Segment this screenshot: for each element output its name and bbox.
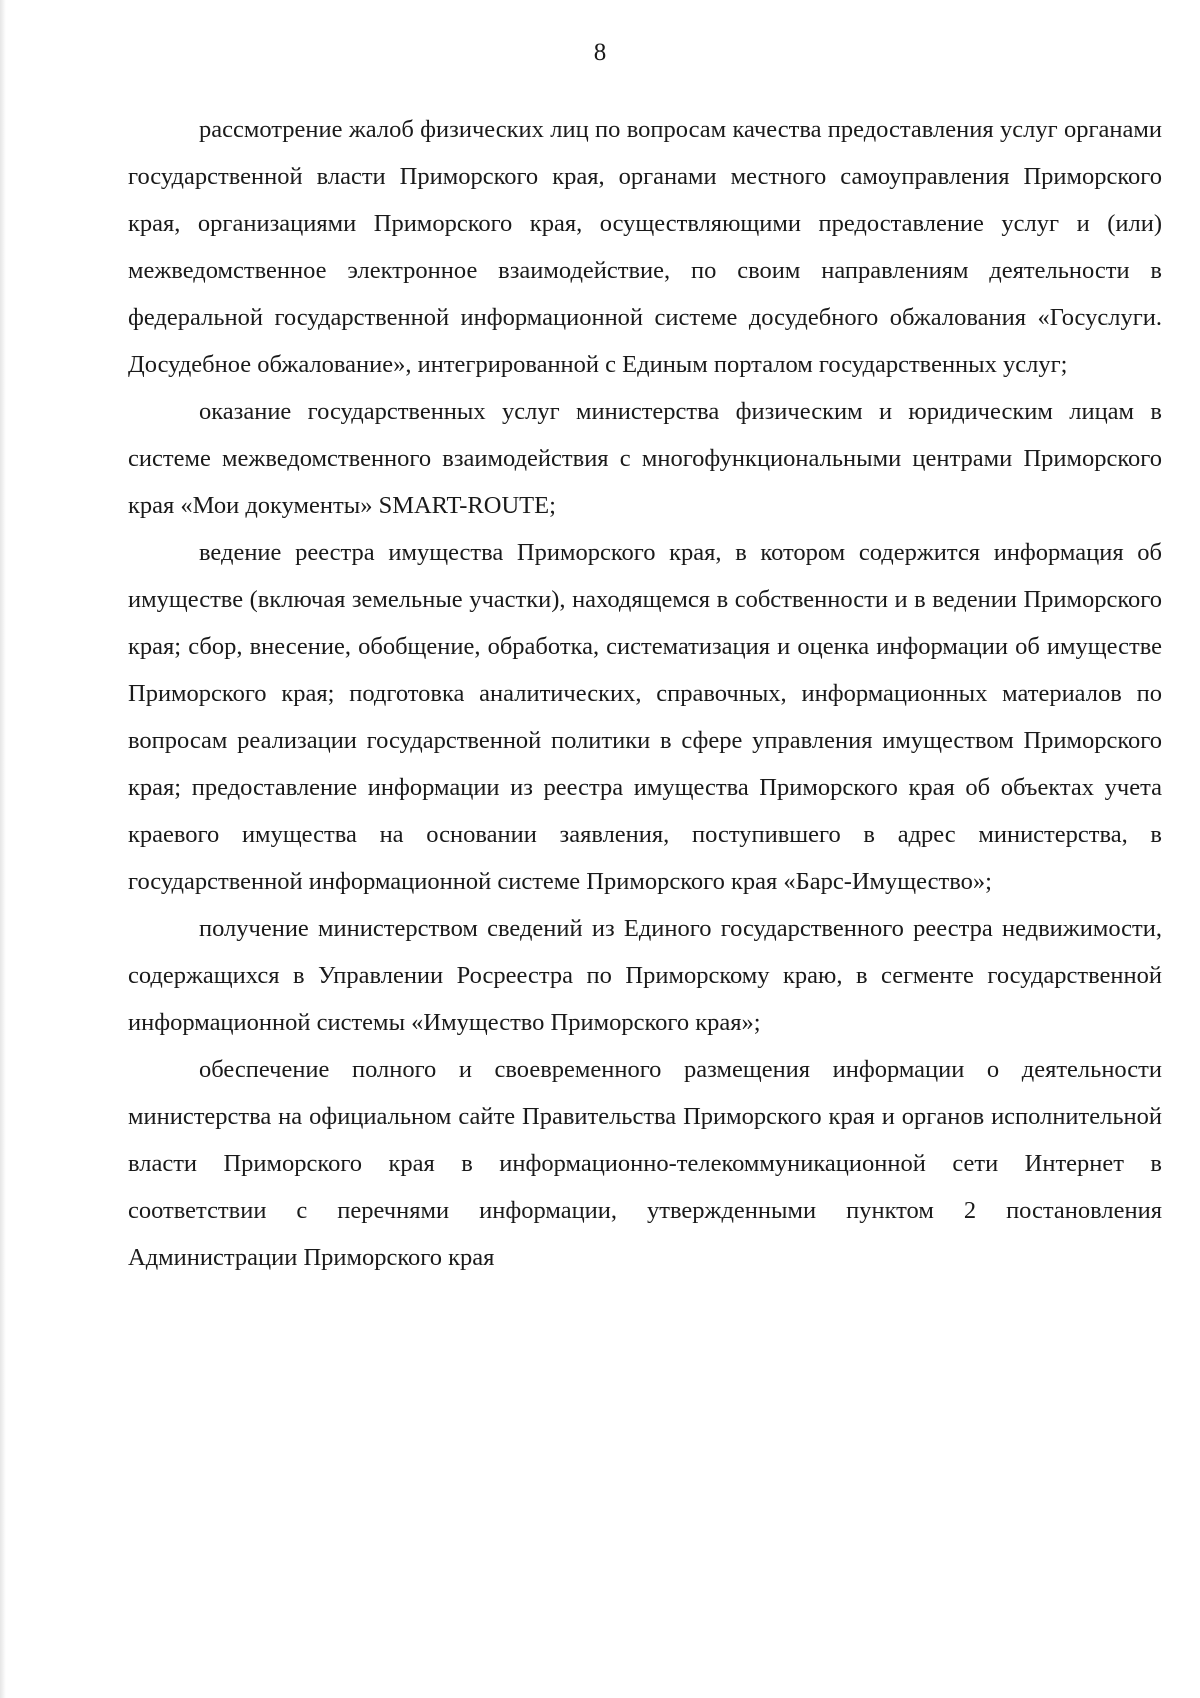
paragraph-property-register: ведение реестра имущества Приморского края, в котором содержится информация об имуществе (включая земельные участки), находящемся в собственности и в ведении Приморского края; сбор, внесение, обобщение, обработка, систематизация и оценка информации об имуществе Приморского края; подготовка аналитических, справочных, информационных материалов по вопросам реализации государственной политики в сфере управления имуществом Приморского края; предоставление информации из реестра имущества Приморского края об объектах учета краевого имущества на основании заявления, поступившего в адрес министерства, в государственной информационной системе Приморского края «Барс-Имущество»;	[128, 539, 1162, 895]
paragraph-website-publication: обеспечение полного и своевременного размещения информации о деятельности министерства на официальном сайте Правительства Приморского края и органов исполнительной власти Приморского края в информационно-телекоммуникационной сети Интернет в соответствии с перечнями информации, утвержденными пунктом 2 постановления Администрации Приморского края	[128, 1056, 1162, 1271]
paragraph-state-services: оказание государственных услуг министерства физическим и юридическим лицам в системе межведомственного взаимодействия с многофункциональными центрами Приморского края «Мои документы» SMART-ROUTE;	[128, 398, 1162, 519]
paragraph-complaints-review: рассмотрение жалоб физических лиц по вопросам качества предоставления услуг органами государственной власти Приморского края, органами местного самоуправления Приморского края, организациями Приморского края, осуществляющими предоставление услуг и (или) межведомственное электронное взаимодействие, по своим направлениям деятельности в федеральной государственной информационной системе досудебного обжалования «Госуслуги. Досудебное обжалование», интегрированной с Единым порталом государственных услуг;	[128, 116, 1162, 378]
document-body	[128, 106, 1162, 1281]
scan-edge-shadow	[0, 0, 6, 1698]
paragraph-egrn-data: получение министерством сведений из Единого государственного реестра недвижимости, содержащихся в Управлении Росреестра по Приморскому краю, в сегменте государственной информационной системы «Имущество Приморского края»;	[128, 915, 1162, 1036]
page-number: 8	[593, 39, 607, 66]
